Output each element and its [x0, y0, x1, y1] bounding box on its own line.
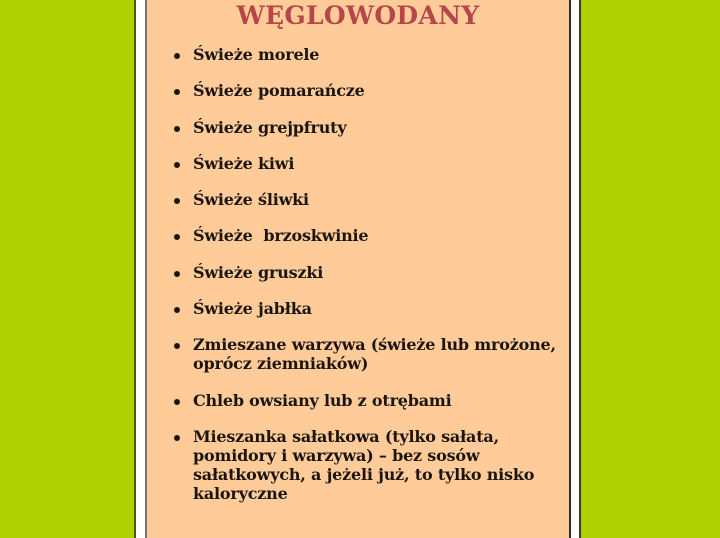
- list-item: [193, 263, 561, 282]
- list-item-text: Świeże pomarańcze: [193, 81, 365, 101]
- list-item: [193, 118, 561, 137]
- list-item-text: Świeże gruszki: [193, 262, 324, 282]
- list-item: [193, 190, 561, 209]
- list-item-text: Mieszanka sałatkowa (tylko sałata, pomidory i warzywa) – bez sosów sałatkowych, a jeżeli już, to tylko nisko kaloryczne: [193, 426, 540, 503]
- list-item-text: Chleb owsiany lub z otrębami: [193, 390, 452, 410]
- list-item-text: Świeże śliwki: [193, 190, 309, 210]
- list-item-text: Świeże grejpfruty: [193, 117, 347, 137]
- bullet-icon: [174, 271, 180, 277]
- bullet-icon: [174, 399, 180, 405]
- bullet-icon: [174, 53, 180, 59]
- list-item: [193, 45, 561, 64]
- list-item-text: Zmieszane warzywa (świeże lub mrożone, oprócz ziemniaków): [193, 335, 562, 374]
- list-item-text: Świeże jabłka: [193, 299, 312, 319]
- slide-title: WĘGLOWODANY: [236, 1, 480, 30]
- list-item: [193, 335, 561, 373]
- list-item: [193, 391, 561, 410]
- list-item: [193, 226, 561, 245]
- list-item: [193, 427, 561, 503]
- bullet-icon: [174, 162, 180, 168]
- list-item: [193, 154, 561, 173]
- list-item-text: Świeże brzoskwinie: [193, 226, 369, 246]
- list-item-text: Świeże morele: [193, 45, 320, 64]
- carbohydrate-list: [193, 45, 561, 520]
- list-item-text: Świeże kiwi: [193, 153, 295, 173]
- bullet-icon: [174, 435, 180, 441]
- list-item: [193, 81, 561, 100]
- bullet-icon: [174, 126, 180, 132]
- list-item: [193, 299, 561, 318]
